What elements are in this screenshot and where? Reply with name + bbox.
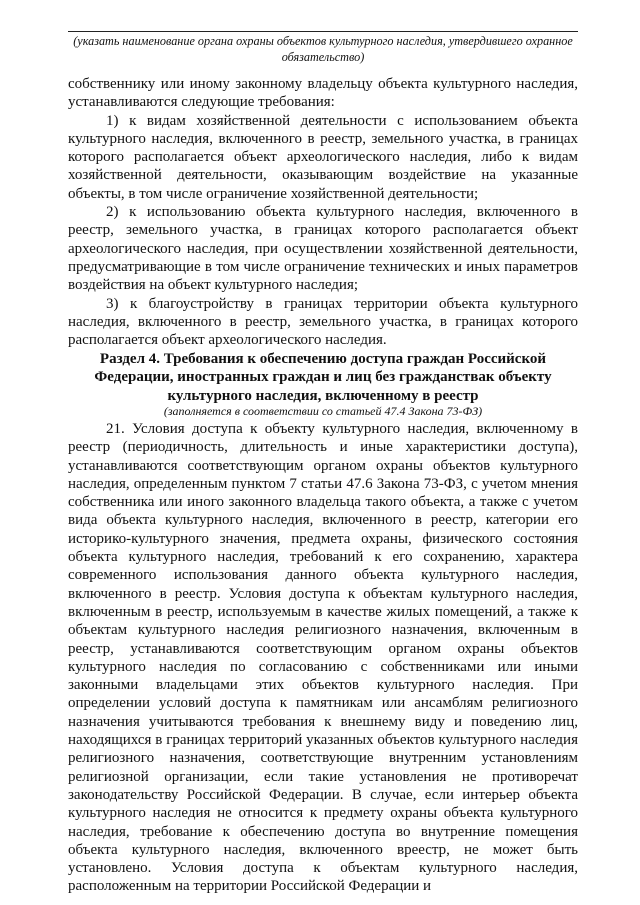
section-note: (заполняется в соответствии со статьей 47.4 Закона 73-ФЗ) [163,404,483,418]
section-body [68,420,578,896]
requirement-item-1: 1) к видам хозяйственной деятельности с использованием объекта культурного наследия, включенного в реестр, земельного участка, в границах которого располагается объект археологического наследия, либо к видам хозяйственной деятельности, оказывающим воздействие на указанные объекты, в том числе ограничение хозяйственной деятельности; [68,112,578,202]
requirement-item-3: 3) к благоустройству в границах территории объекта культурного наследия, включенного в реестр, земельного участка, в границах которого располагается объект археологического наследия. [68,295,578,349]
requirements-block [68,75,578,349]
section-title: Раздел 4. Требования к обеспечению доступа граждан Российской Федерации, иностранных граждан и лиц без гражданствак объекту культурного наследия, включенному в реестр [94,351,552,404]
paragraph-21: 21. Условия доступа к объекту культурного наследия, включенному в реестр (периодичность, длительность и иные характеристики доступа), устанавливаются соответствующим органом охраны объектов культурного наследия, определенным пунктом 7 статьи 47.6 Закона 73-ФЗ, с учетом мнения собственника или иного законного владельца такого объекта, а также с учетом вида объекта культурного наследия, включенного в реестр, категории его историко-культурного значения, предмета охраны, физического состояния объекта культурного наследия, требований к его сохранению, характера современного использования данного объекта культурного наследия, включенного в реестр. Условия доступа к объектам культурного наследия, включенным в реестр, используемым в качестве жилых помещений, а также к объектам культурного наследия религиозного назначения, включенным в реестр, устанавливаются соответствующим органом охраны объектов культурного наследия по согласованию с собственниками или иными законными владельцами этих объектов культурного наследия. При определении условий доступа к памятникам или ансамблям религиозного назначения учитываются требования к внешнему виду и поведению лиц, находящихся в границах территорий указанных объектов культурного наследия религиозного назначения, соответствующие внутренним установлениям религиозной организации, если такие установления не противоречат законодательству Российской Федерации. В случае, если интерьер объекта культурного наследия не относится к предмету охраны объекта культурного наследия, требование к обеспечению доступа во внутренние помещения объекта культурного наследия, включенного вреестр, не может быть установлено. Условия доступа к объектам культурного наследия, расположенным на территории Российской Федерации и [68,421,578,895]
header-rule [68,31,578,32]
intro-paragraph: собственнику или иному законному владельцу объекта культурного наследия, устанавливаются следующие требования: [68,76,578,111]
requirement-item-2: 2) к использованию объекта культурного наследия, включенного в реестр, земельного участка, в границах которого располагается объект археологического наследия, при осуществлении хозяйственной деятельности, предусматривающие в том числе ограничение технических и иных параметров воздействия на объект культурного наследия; [68,204,578,294]
header-note: (указать наименование органа охраны объектов культурного наследия, утвердившего охранное обязательство) [73,34,573,64]
